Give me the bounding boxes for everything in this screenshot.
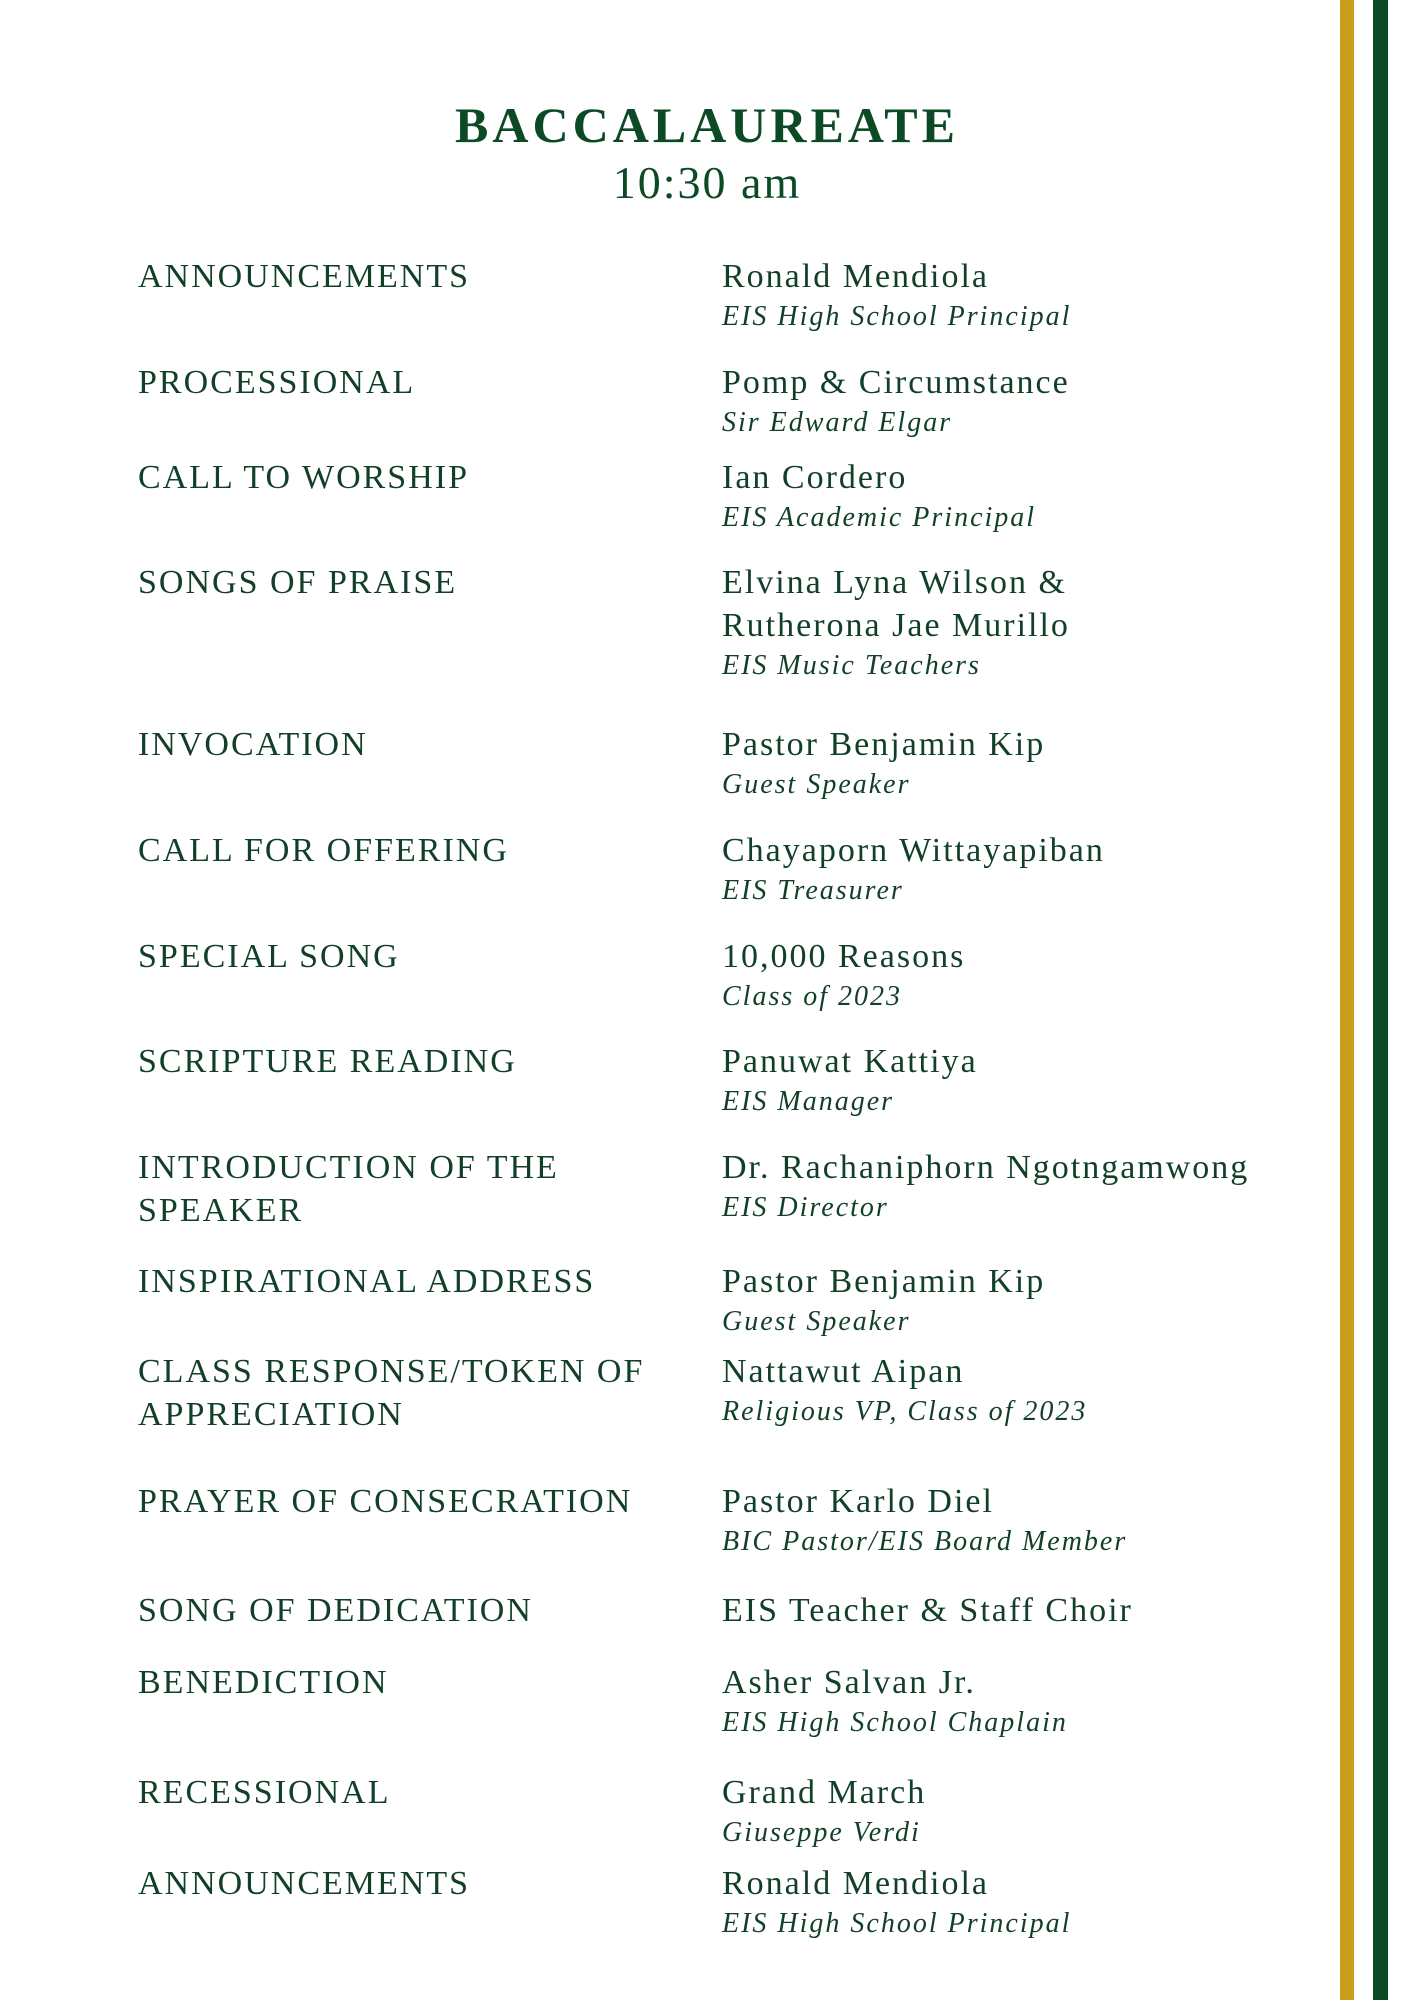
participant-role: EIS Academic Principal: [722, 502, 1037, 533]
participant-name: EIS Teacher & Staff Choir: [722, 1592, 1133, 1629]
program-part: CLASS RESPONSE/TOKEN OF APPRECIATION: [138, 1353, 645, 1433]
participant-role: Religious VP, Class of 2023: [722, 1396, 1088, 1427]
gold-border-stripe: [1340, 0, 1354, 2000]
participant-name: Chayaporn Wittayapiban: [722, 832, 1105, 869]
program-title: BACCALAUREATE: [455, 97, 959, 153]
participant-name: Grand March: [722, 1774, 927, 1811]
program-part: ANNOUNCEMENTS: [138, 258, 470, 295]
program-part: SPECIAL SONG: [138, 938, 400, 975]
participant: [722, 935, 1342, 1016]
participant-name: Pastor Benjamin Kip: [722, 726, 1046, 763]
participant-name: 10,000 Reasons: [722, 938, 966, 975]
participant-name: Asher Salvan Jr.: [722, 1664, 976, 1701]
participant: [722, 1260, 1342, 1341]
participant-name: Panuwat Kattiya: [722, 1043, 978, 1080]
participant: [722, 1480, 1342, 1561]
program-part: INTRODUCTION OF THE SPEAKER: [138, 1149, 559, 1229]
participant-role: EIS High School Principal: [722, 301, 1072, 332]
program-part: BENEDICTION: [138, 1664, 389, 1701]
participant-name: Pastor Benjamin Kip: [722, 1263, 1046, 1300]
participant-role: Giuseppe Verdi: [722, 1817, 921, 1848]
participant-name: Ian Cordero: [722, 459, 908, 496]
participant-role: Class of 2023: [722, 981, 903, 1012]
participant: [722, 1350, 1342, 1431]
participant-role: EIS Music Teachers: [722, 650, 981, 681]
program-part: PRAYER OF CONSECRATION: [138, 1483, 633, 1520]
participant: [722, 561, 1122, 685]
participant-name: Pastor Karlo Diel: [722, 1483, 994, 1520]
participant-role: Guest Speaker: [722, 769, 911, 800]
program-part: CALL TO WORSHIP: [138, 459, 470, 496]
participant: [722, 1771, 1342, 1852]
participant-role: EIS Treasurer: [722, 875, 904, 906]
program-part: SONG OF DEDICATION: [138, 1592, 533, 1629]
participant: [722, 1661, 1342, 1742]
participant-name: Ronald Mendiola: [722, 1865, 990, 1902]
participant-role: EIS Manager: [722, 1086, 895, 1117]
participant: [722, 255, 1342, 336]
program-part: INSPIRATIONAL ADDRESS: [138, 1263, 596, 1300]
program-part: PROCESSIONAL: [138, 364, 416, 401]
participant-role: EIS Director: [722, 1192, 889, 1223]
participant-role: Guest Speaker: [722, 1306, 911, 1337]
program-part: CALL FOR OFFERING: [138, 832, 509, 869]
participant-role: EIS High School Chaplain: [722, 1707, 1068, 1738]
program-part: RECESSIONAL: [138, 1774, 391, 1811]
participant: [722, 829, 1342, 910]
participant: [722, 456, 1342, 537]
participant-name: Dr. Rachaniphorn Ngotngamwong: [722, 1149, 1250, 1186]
participant: [722, 1589, 1342, 1632]
participant-role: BIC Pastor/EIS Board Member: [722, 1526, 1128, 1557]
participant-role: Sir Edward Elgar: [722, 407, 953, 438]
participant-name: Nattawut Aipan: [722, 1353, 965, 1390]
program-part: SCRIPTURE READING: [138, 1043, 517, 1080]
participant: [722, 361, 1342, 442]
participant-name: Elvina Lyna Wilson & Rutherona Jae Murillo: [722, 564, 1070, 644]
participant: [722, 723, 1342, 804]
participant: [722, 1862, 1342, 1943]
program-time: 10:30 am: [612, 157, 802, 208]
program-part: SONGS OF PRAISE: [138, 564, 458, 601]
program-part: INVOCATION: [138, 726, 368, 763]
program-part: ANNOUNCEMENTS: [138, 1865, 470, 1902]
participant-role: EIS High School Principal: [722, 1908, 1072, 1939]
green-border-stripe: [1373, 0, 1388, 2000]
participant-name: Ronald Mendiola: [722, 258, 990, 295]
participant: [722, 1146, 1342, 1227]
participant-name: Pomp & Circumstance: [722, 364, 1070, 401]
participant: [722, 1040, 1342, 1121]
